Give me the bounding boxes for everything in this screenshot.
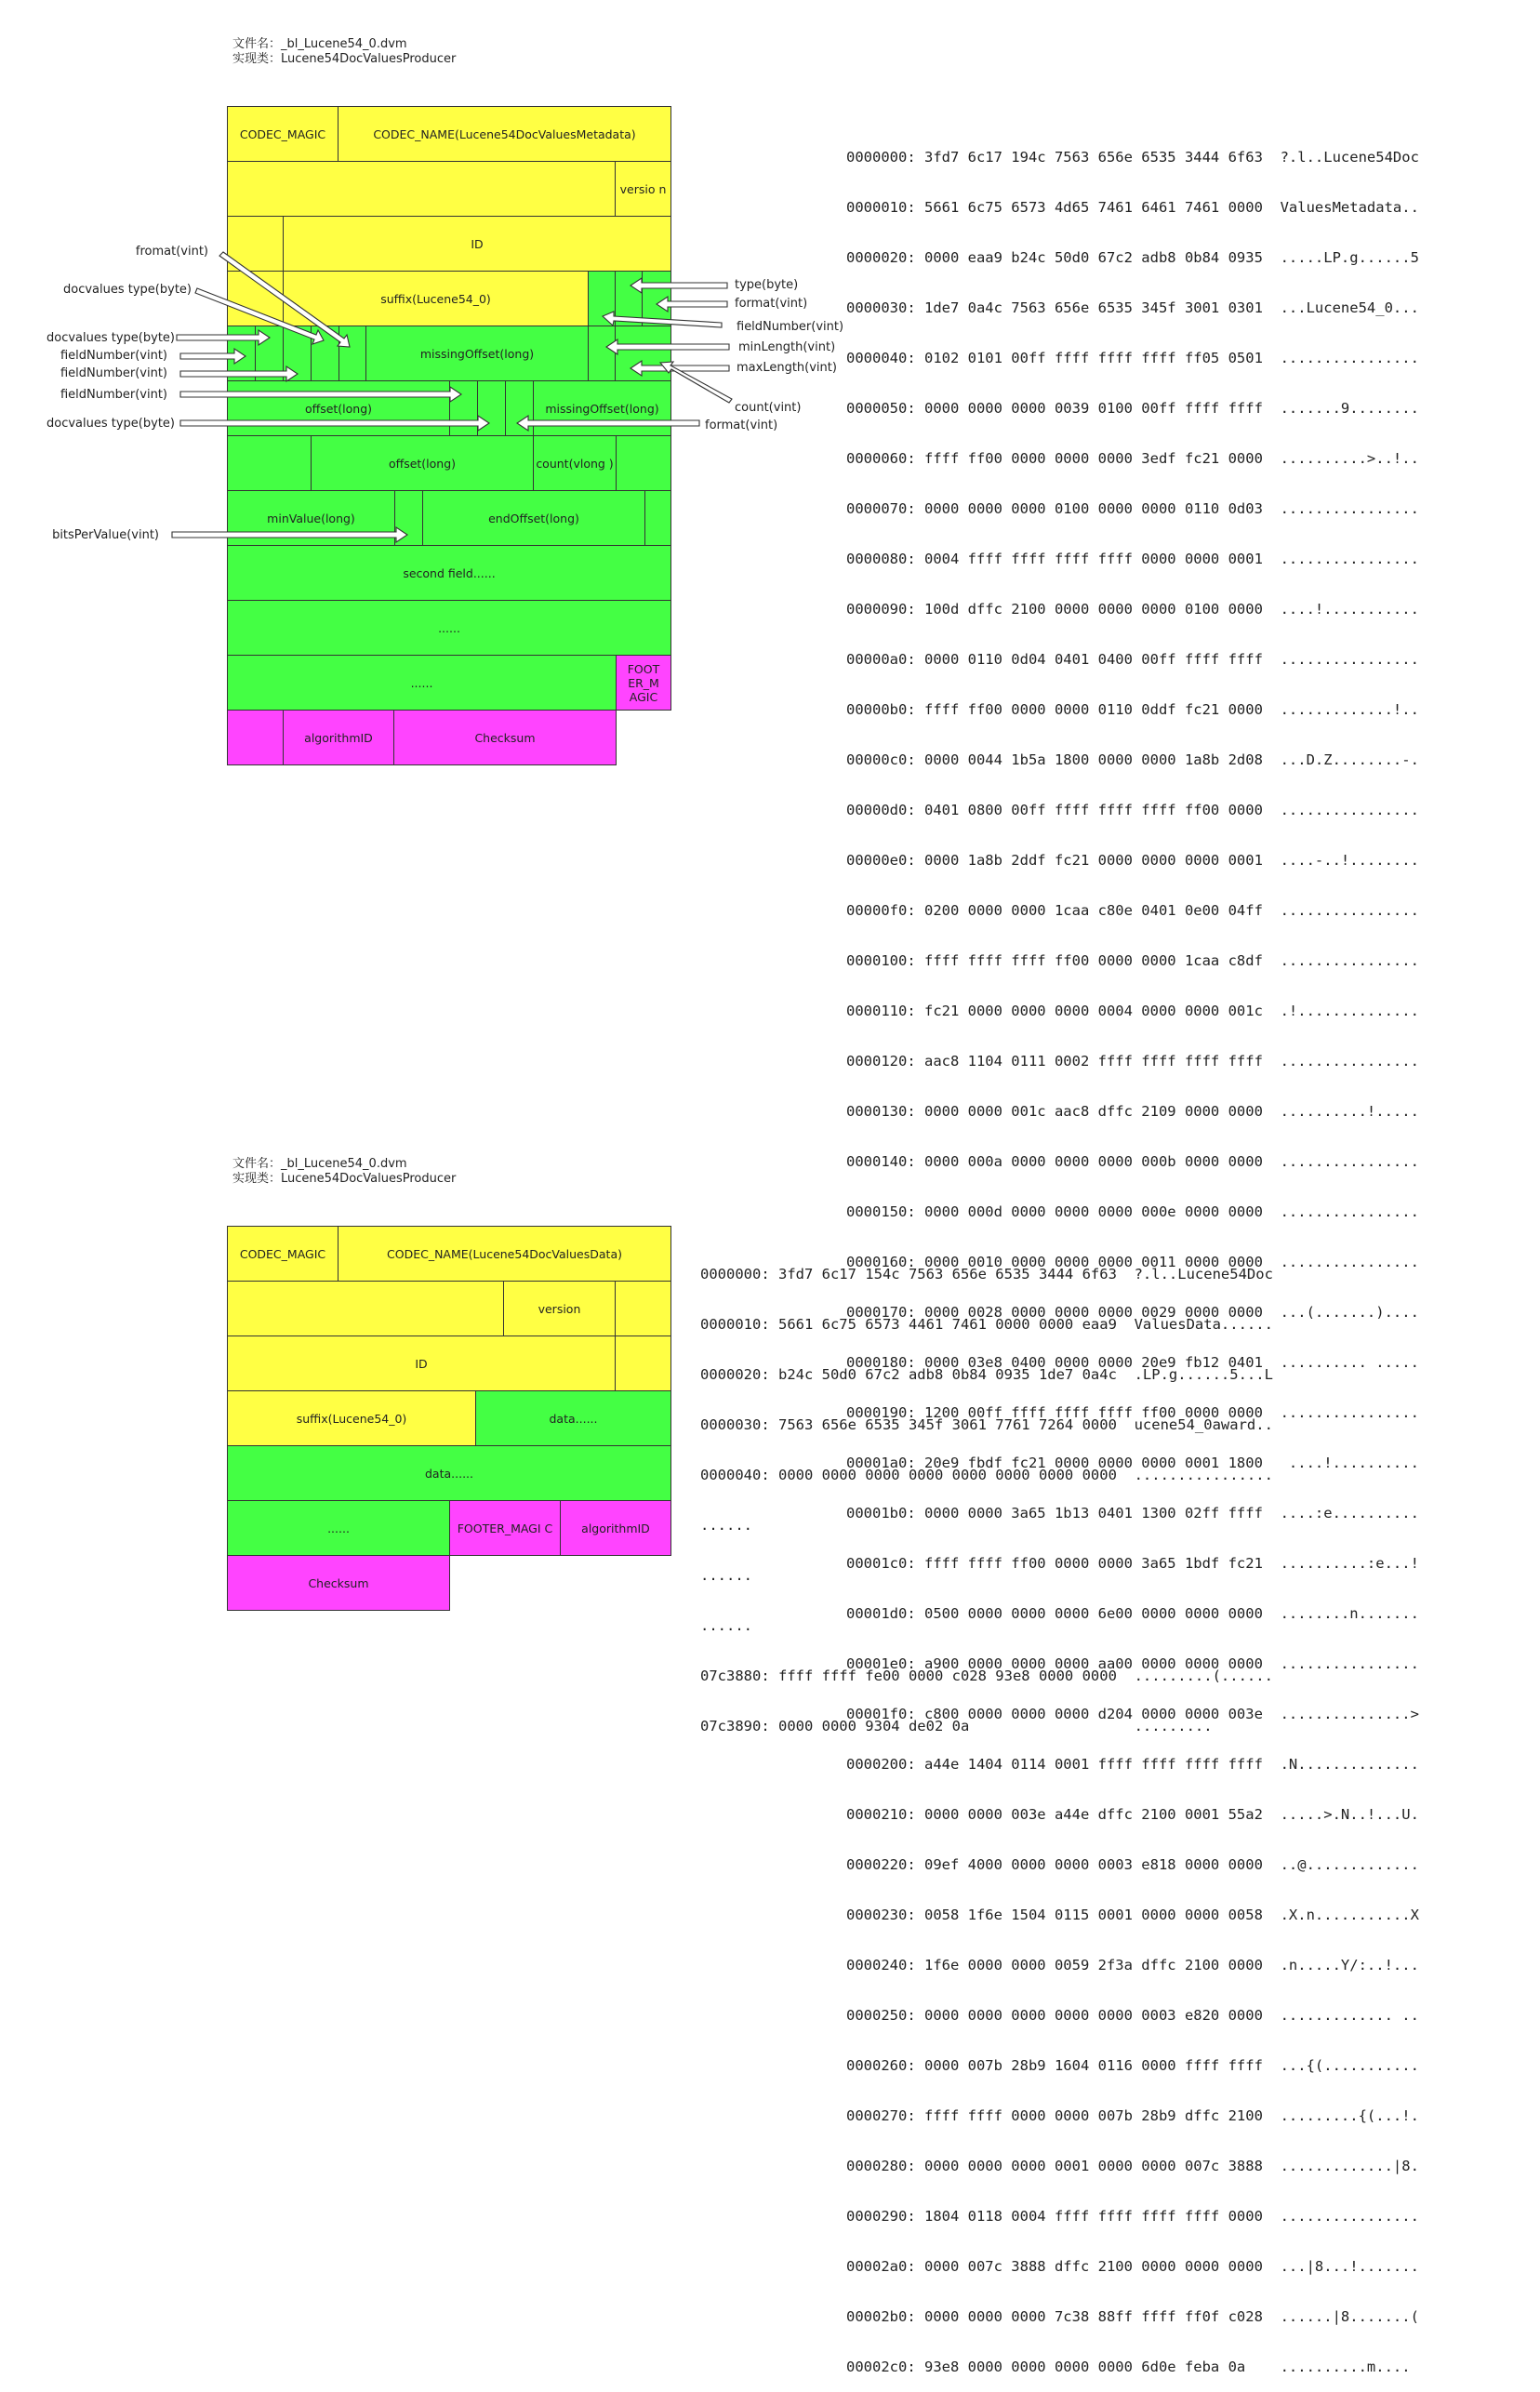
field-number-cell [642, 271, 671, 326]
hex-line: 00000c0: 0000 0044 1b5a 1800 0000 0000 1a8b 2d08 ...D.Z........-. [846, 751, 1419, 768]
hex-line: 0000020: b24c 50d0 67c2 adb8 0b84 0935 1de7 0a4c .LP.g......5...L [700, 1366, 1273, 1383]
label-docvalues-type-1: docvalues type(byte) [63, 283, 192, 297]
bits-per-value-cell [394, 490, 423, 546]
ellipsis-block-1: ...... [227, 600, 671, 656]
field-number-cell-c [449, 380, 478, 436]
hex-line: 0000240: 1f6e 0000 0000 0059 2f3a dffc 2100 0000 .n.....Y/:..!... [846, 1957, 1419, 1973]
hex-line: 0000050: 0000 0000 0000 0039 0100 00ff ffff ffff .......9........ [846, 400, 1419, 417]
hex-line: 0000120: aac8 1104 0111 0002 ffff ffff ffff ffff ................ [846, 1053, 1419, 1070]
hex-line: 0000060: ffff ff00 0000 0000 0000 3edf fc21 0000 ..........>..!.. [846, 450, 1419, 467]
hex-line: 0000020: 0000 eaa9 b24c 50d0 67c2 adb8 0b84 0935 .....LP.g......5 [846, 249, 1419, 266]
bottom-filename: 文件名：_bl_Lucene54_0.dvm [232, 1157, 407, 1171]
dv-type-cell-c [477, 380, 506, 436]
min-length-cell [588, 326, 616, 381]
hex-line: 0000220: 09ef 4000 0000 0000 0003 e818 0000 0000 ..@............. [846, 1856, 1419, 1873]
dv-type-cell [227, 326, 256, 381]
hex-line: 0000260: 0000 007b 28b9 1604 0116 0000 ffff ffff ...{(........... [846, 2057, 1419, 2074]
hex-line: 0000250: 0000 0000 0000 0000 0000 0003 e820 0000 ............. .. [846, 2007, 1419, 2024]
top-header [232, 37, 456, 67]
hex-line: 00000b0: ffff ff00 0000 0000 0110 0ddf fc21 0000 .............!.. [846, 701, 1419, 718]
top-filename: 文件名：_bl_Lucene54_0.dvm [232, 37, 407, 51]
hex-line: 00002c0: 93e8 0000 0000 0000 0000 6d0e feba 0a ..........m.... [846, 2359, 1411, 2375]
ellipsis-block-2: ...... [227, 655, 617, 711]
footer-zero-cell [227, 710, 284, 765]
field-number-cell-a [255, 326, 284, 381]
hex-line: 0000270: ffff ffff 0000 0000 007b 28b9 dffc 2100 .........{(...!. [846, 2107, 1419, 2124]
header-spacer-block [227, 161, 616, 217]
hex-line: 00000f0: 0200 0000 0000 1caa c80e 0401 0e00 04ff ................ [846, 902, 1419, 919]
format-cell [615, 271, 643, 326]
hex-line: 00001d0: 0500 0000 0000 0000 6e00 0000 0000 0000 ........n....... [846, 1605, 1419, 1622]
hex-line: ...... [700, 1617, 752, 1634]
min-value-block: minValue(long) [227, 490, 395, 546]
count-vint-cell [227, 435, 312, 491]
hex-line: 00001b0: 0000 0000 3a65 1b13 0401 1300 02ff ffff ....:e.......... [846, 1505, 1419, 1522]
data-version-block: version [503, 1281, 616, 1336]
second-field-block: second field...... [227, 545, 671, 601]
codec-name-block: CODEC_NAME(Lucene54DocValuesMetadata) [338, 106, 671, 162]
suffix-block: suffix(Lucene54_0) [283, 271, 589, 326]
dv-type-cell-b [339, 326, 366, 381]
data-block-2: data...... [227, 1445, 671, 1501]
hex-line: 0000030: 1de7 0a4c 7563 656e 6535 345f 3001 0301 ...Lucene54_0... [846, 299, 1419, 316]
hex-line: 07c3890: 0000 0000 9304 de02 0a ......... [700, 1718, 1213, 1734]
row7-tail-cell [616, 435, 671, 491]
label-field-number-2: fieldNumber(vint) [60, 366, 167, 380]
hex-line: 0000010: 5661 6c75 6573 4d65 7461 6461 7461 0000 ValuesMetadata.. [846, 199, 1419, 216]
label-field-number-1: fieldNumber(vint) [60, 349, 167, 363]
hex-line: 0000150: 0000 000d 0000 0000 0000 000e 0000 0000 ................ [846, 1203, 1419, 1220]
data-version-tail [615, 1281, 671, 1336]
hex-line: 0000040: 0102 0101 00ff ffff ffff ffff ff05 0501 ................ [846, 350, 1419, 366]
data-header-spacer [227, 1281, 504, 1336]
data-block-1: data...... [475, 1390, 671, 1446]
missing-offset-block-1: missingOffset(long) [365, 326, 589, 381]
hex-line: 0000030: 7563 656e 6535 345f 3061 7761 7264 0000 ucene54_0award.. [700, 1416, 1273, 1433]
label-max-length: maxLength(vint) [737, 361, 837, 375]
data-suffix-block: suffix(Lucene54_0) [227, 1390, 476, 1446]
data-codec-magic-block: CODEC_MAGIC [227, 1226, 339, 1282]
hex-line: 0000010: 5661 6c75 6573 4461 7461 0000 0000 eaa9 ValuesData...... [700, 1316, 1273, 1333]
label-field-number-right: fieldNumber(vint) [737, 320, 844, 334]
offset-block-1: offset(long) [227, 380, 450, 436]
hex-line: 0000160: 0000 0010 0000 0000 0000 0011 0000 0000 ................ [846, 1254, 1419, 1270]
format-cell-c [505, 380, 534, 436]
format-cell-b [311, 326, 339, 381]
hex-line: 0000280: 0000 0000 0000 0001 0000 0000 007c 3888 .............|8. [846, 2158, 1419, 2174]
hex-line: 0000190: 1200 00ff ffff ffff ffff ff00 0000 0000 ................ [846, 1404, 1419, 1421]
hex-line: 0000230: 0058 1f6e 1504 0115 0001 0000 0000 0058 .X.n...........X [846, 1907, 1419, 1923]
row8-tail-cell [644, 490, 671, 546]
label-min-length: minLength(vint) [738, 340, 836, 354]
data-id-tail [615, 1336, 671, 1391]
label-docvalues-type-2: docvalues type(byte) [46, 331, 175, 345]
data-ellipsis-block: ...... [227, 1500, 450, 1556]
bottom-impl-class: 实现类：Lucene54DocValuesProducer [232, 1172, 457, 1186]
hex-line: 0000000: 3fd7 6c17 154c 7563 656e 6535 3444 6f63 ?.l..Lucene54Doc [700, 1266, 1273, 1282]
hex-line: 00002a0: 0000 007c 3888 dffc 2100 0000 0000 0000 ...|8...!....... [846, 2258, 1419, 2275]
hex-line: 00001f0: c800 0000 0000 0000 d204 0000 0000 003e ...............> [846, 1706, 1419, 1722]
hex-line: 0000040: 0000 0000 0000 0000 0000 0000 0000 0000 ................ [700, 1467, 1273, 1483]
hex-line: 0000090: 100d dffc 2100 0000 0000 0000 0100 0000 ....!........... [846, 601, 1419, 618]
algorithm-id-block: algorithmID [283, 710, 394, 765]
count-vlong-block: count(vlong ) [533, 435, 617, 491]
hex-line: 07c3880: ffff ffff fe00 0000 c028 93e8 0000 0000 .........(...... [700, 1668, 1273, 1684]
top-impl-class: 实现类：Lucene54DocValuesProducer [232, 52, 457, 66]
label-docvalues-type-3: docvalues type(byte) [46, 417, 175, 431]
label-count-vint: count(vint) [735, 401, 802, 415]
missing-offset-block-2: missingOffset(long) [533, 380, 671, 436]
label-field-number-3: fieldNumber(vint) [60, 388, 167, 402]
label-format-1: format(vint) [735, 297, 808, 311]
type-byte-cell [588, 271, 616, 326]
label-bits-per-value: bitsPerValue(vint) [52, 528, 159, 542]
hex-line: 00000d0: 0401 0800 00ff ffff ffff ffff ff00 0000 ................ [846, 802, 1419, 818]
label-fromat-vint: fromat(vint) [135, 245, 208, 259]
id-block: ID [283, 216, 671, 272]
hex-line: 0000140: 0000 000a 0000 0000 0000 000b 0000 0000 ................ [846, 1153, 1419, 1170]
hex-line: 00001c0: ffff ffff ff00 0000 0000 3a65 1bdf fc21 ..........:e...! [846, 1555, 1419, 1572]
footer-magic-block: FOOT ER_M AGIC [616, 655, 671, 711]
hex-line: 0000080: 0004 ffff ffff ffff ffff 0000 0000 0001 ................ [846, 551, 1419, 567]
checksum-block: Checksum [393, 710, 617, 765]
hex-line: 00002b0: 0000 0000 0000 7c38 88ff ffff ff0f c028 ......|8.......( [846, 2308, 1419, 2325]
bottom-hex-dump [700, 1232, 1273, 1751]
codec-magic-block: CODEC_MAGIC [227, 106, 339, 162]
suffix-prefix-block [227, 271, 284, 326]
label-type-byte: type(byte) [735, 278, 799, 292]
hex-line: 00001e0: a900 0000 0000 0000 aa00 0000 0000 0000 ................ [846, 1655, 1419, 1672]
hex-line: ...... [700, 1517, 752, 1534]
label-format-2: format(vint) [705, 419, 778, 432]
hex-line: ...... [700, 1567, 752, 1584]
data-footer-magic-block: FOOTER_MAGI C [449, 1500, 561, 1556]
data-id-block: ID [227, 1336, 616, 1391]
hex-line: 0000100: ffff ffff ffff ff00 0000 0000 1caa c8df ................ [846, 952, 1419, 969]
bottom-header [232, 1157, 456, 1187]
hex-line: 00001a0: 20e9 fbdf fc21 0000 0000 0000 0001 1800 ....!.......... [846, 1455, 1419, 1471]
end-offset-block: endOffset(long) [422, 490, 645, 546]
data-algorithm-id-block: algorithmID [560, 1500, 671, 1556]
hex-line: 0000200: a44e 1404 0114 0001 ffff ffff ffff ffff .N.............. [846, 1756, 1419, 1773]
hex-line: 0000290: 1804 0118 0004 ffff ffff ffff ffff 0000 ................ [846, 2208, 1419, 2225]
hex-line: 0000170: 0000 0028 0000 0000 0000 0029 0000 0000 ...(.......).... [846, 1304, 1419, 1321]
hex-line: 0000000: 3fd7 6c17 194c 7563 656e 6535 3444 6f63 ?.l..Lucene54Doc [846, 149, 1419, 166]
hex-line: 0000070: 0000 0000 0000 0100 0000 0000 0110 0d03 ................ [846, 500, 1419, 517]
hex-line: 0000130: 0000 0000 001c aac8 dffc 2109 0000 0000 ..........!..... [846, 1103, 1419, 1120]
data-codec-name-block: CODEC_NAME(Lucene54DocValuesData) [338, 1226, 671, 1282]
offset-block-2: offset(long) [311, 435, 534, 491]
version-block: versio n [615, 161, 671, 217]
max-length-cell [615, 326, 671, 381]
field-number-cell-b [283, 326, 312, 381]
hex-line: 0000110: fc21 0000 0000 0000 0004 0000 0000 001c .!.............. [846, 1003, 1419, 1019]
hex-line: 0000180: 0000 03e8 0400 0000 0000 20e9 fb12 0401 .......... ..... [846, 1354, 1419, 1371]
data-checksum-block: Checksum [227, 1555, 450, 1611]
hex-line: 0000210: 0000 0000 003e a44e dffc 2100 0001 55a2 .....>.N..!...U. [846, 1806, 1419, 1823]
id-prefix-block [227, 216, 284, 272]
hex-line: 00000a0: 0000 0110 0d04 0401 0400 00ff ffff ffff ................ [846, 651, 1419, 668]
hex-line: 00000e0: 0000 1a8b 2ddf fc21 0000 0000 0000 0001 ....-..!........ [846, 852, 1419, 869]
